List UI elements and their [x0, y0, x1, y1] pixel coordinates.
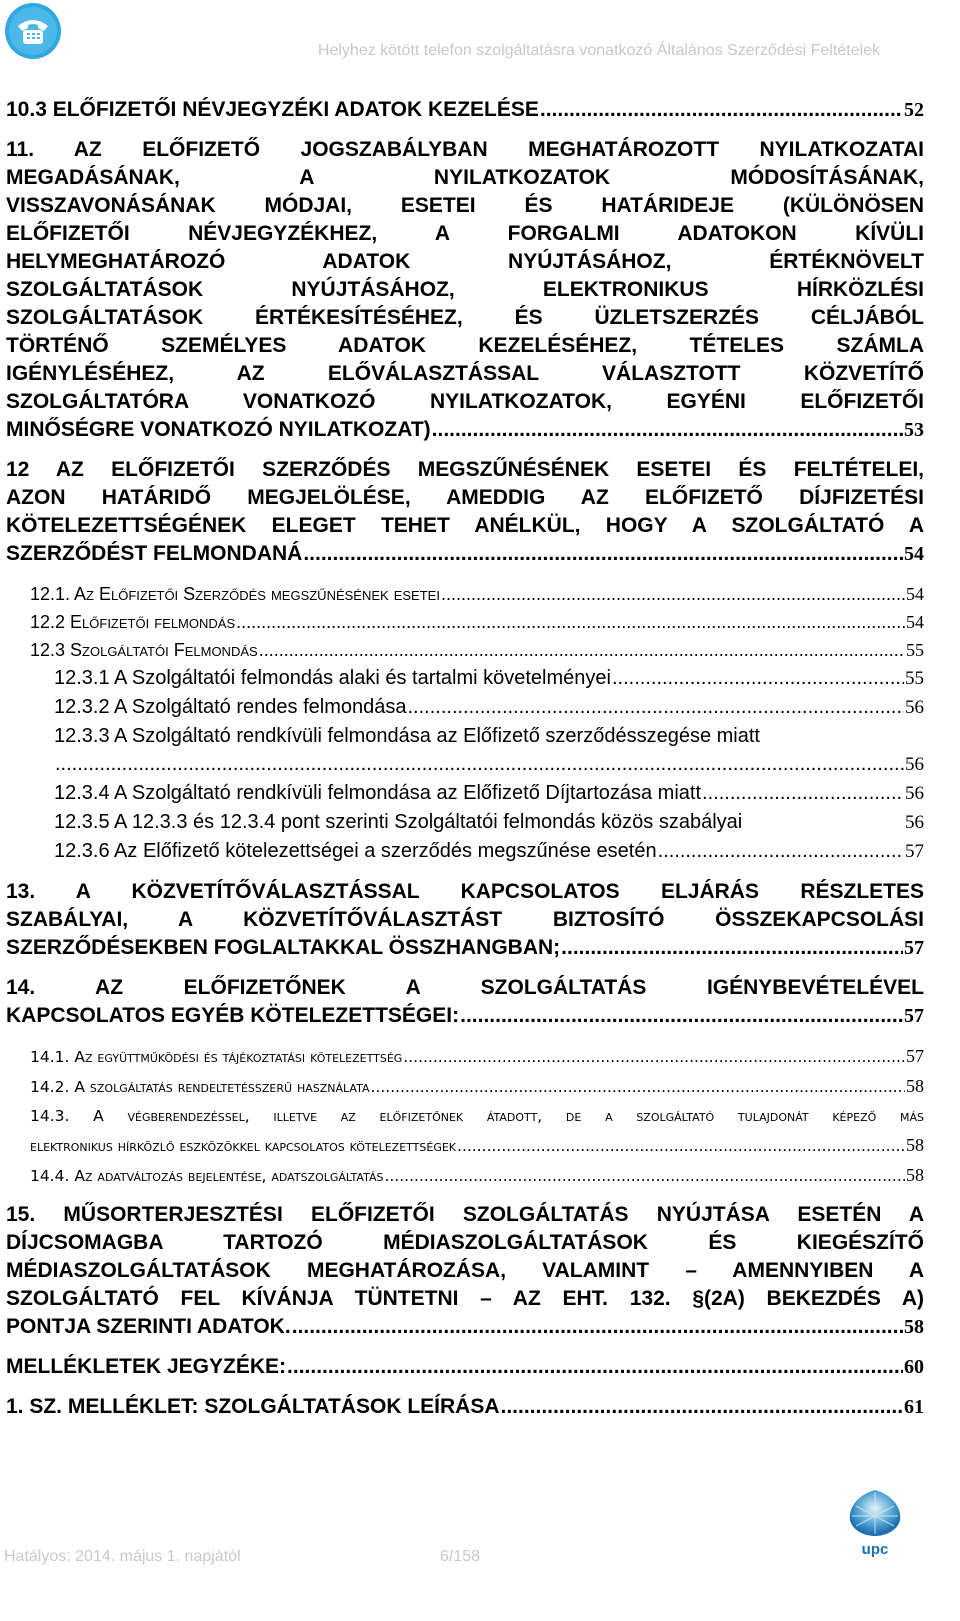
toc-entry-line: 11. AZ ELŐFIZETŐ JOGSZABÁLYBAN MEGHATÁROZOTT NYILATKOZATAI: [6, 138, 924, 161]
toc-page-number: 58: [906, 1165, 924, 1185]
toc-entry-title: 12.3.5 A 12.3.3 és 12.3.4 pont szerinti Szolgáltatói felmondás közös szabályai: [54, 811, 743, 833]
dot-leader: [460, 1002, 903, 1030]
dot-leader: [457, 1132, 905, 1161]
dot-leader: [540, 96, 903, 124]
toc-entry[interactable]: [6, 1353, 924, 1381]
toc-page-number: 57: [905, 841, 924, 862]
table-of-contents: [6, 96, 924, 1433]
toc-entry-title: 12.1. Az Előfizetői Szerződés megszűnésének esetei: [30, 584, 440, 604]
toc-page-number: 55: [905, 668, 924, 689]
toc-entry[interactable]: [6, 1161, 924, 1191]
toc-entry-title: 12.3.4 A Szolgáltató rendkívüli felmondása az Előfizető Díjtartozása miatt: [54, 782, 702, 804]
toc-entry-line: VISSZAVONÁSÁNAK MÓDJAI, ESETEI ÉS HATÁRIDEJE (KÜLÖNÖSEN: [6, 194, 924, 217]
toc-entry-line: MÉDIASZOLGÁLTATÁSOK MEGHATÁROZÁSA, VALAMINT – AMENNYIBEN A: [6, 1259, 924, 1282]
toc-page-number: 55: [906, 640, 924, 660]
toc-page-number: 54: [906, 584, 924, 604]
toc-entry[interactable]: [6, 837, 924, 866]
toc-entry[interactable]: [6, 974, 924, 1030]
toc-entry[interactable]: [6, 136, 924, 444]
toc-page-number: 58: [904, 1316, 924, 1338]
toc-entry[interactable]: [6, 779, 924, 808]
toc-entry-line: 15. MŰSORTERJESZTÉSI ELŐFIZETŐI SZOLGÁLTATÁS NYÚJTÁSA ESETÉN A: [6, 1203, 924, 1226]
toc-entry-line: SZOLGÁLTATÓ FEL KÍVÁNJA TÜNTETNI – AZ EHT. 132. §(2A) BEKEZDÉS A): [6, 1287, 924, 1310]
toc-entry-title: 12.3.2 A Szolgáltató rendes felmondása: [54, 696, 407, 718]
toc-entry-title: MINŐSÉGRE VONATKOZÓ NYILATKOZAT): [6, 418, 431, 441]
toc-entry-title: 12.3 Szolgáltatói Felmondás: [30, 640, 258, 660]
toc-entry-title: 14.1. Az együttműködési és tájékoztatási kötelezettség: [30, 1048, 403, 1066]
toc-entry[interactable]: [6, 808, 924, 837]
upc-logo-icon: [842, 1486, 908, 1558]
toc-entry-title: PONTJA SZERINTI ADATOK.: [6, 1315, 291, 1338]
toc-entry[interactable]: [6, 580, 924, 608]
toc-page-number: 61: [904, 1396, 924, 1418]
toc-entry[interactable]: [6, 608, 924, 636]
toc-entry[interactable]: [6, 664, 924, 693]
toc-entry-title: 12.3.1 A Szolgáltatói felmondás alaki és tartalmi követelményei: [54, 667, 611, 689]
toc-page-number: 54: [904, 543, 924, 565]
dot-leader: [236, 608, 905, 636]
toc-entry-title: 12.3.6 Az Előfizető kötelezettségei a szerződés megszűnése esetén: [54, 840, 657, 862]
toc-page-number: 60: [904, 1356, 924, 1378]
dot-leader: [259, 636, 905, 664]
toc-entry[interactable]: [6, 1072, 924, 1102]
toc-entry-title: 12.2 Előfizetői felmondás: [30, 612, 236, 632]
toc-entry[interactable]: [6, 636, 924, 664]
dot-leader: [303, 540, 903, 568]
toc-entry-line: 12 AZ ELŐFIZETŐI SZERZŐDÉS MEGSZŰNÉSÉNEK ESETEI ÉS FELTÉTELEI,: [6, 458, 924, 481]
toc-page-number: 57: [906, 1046, 924, 1066]
dot-leader: [658, 837, 904, 865]
page-number: 6/158: [440, 1548, 481, 1565]
toc-entry-line: HELYMEGHATÁROZÓ ADATOK NYÚJTÁSÁHOZ, ÉRTÉKNÖVELT: [6, 250, 924, 273]
dot-leader: [612, 664, 904, 692]
toc-entry[interactable]: [6, 722, 924, 779]
dot-leader: [403, 1043, 905, 1072]
toc-entry-title: KAPCSOLATOS EGYÉB KÖTELEZETTSÉGEI:: [6, 1004, 460, 1027]
toc-entry-title: elektronikus hírközlő eszközökkel kapcsolatos kötelezettségek: [30, 1137, 457, 1155]
toc-page-number: 58: [906, 1135, 924, 1155]
toc-entry-title: 14.4. Az adatváltozás bejelentése, adatszolgáltatás: [30, 1167, 384, 1185]
toc-entry-line: IGÉNYLÉSÉHEZ, AZ ELŐVÁLASZTÁSSAL VÁLASZTOTT KÖZVETÍTŐ: [6, 362, 924, 385]
toc-entry-line: SZOLGÁLTATÁSOK NYÚJTÁSÁHOZ, ELEKTRONIKUS HÍRKÖZLÉSI: [6, 278, 924, 301]
toc-page-number: 56: [905, 812, 924, 833]
phone-circle-icon: [4, 2, 62, 60]
toc-entry[interactable]: [6, 96, 924, 124]
toc-entry-title: SZERZŐDÉST FELMONDANÁ: [6, 542, 303, 565]
toc-entry[interactable]: [6, 1042, 924, 1072]
dot-leader: [441, 580, 905, 608]
toc-entry-title: 1. SZ. MELLÉKLET: SZOLGÁLTATÁSOK LEÍRÁSA: [6, 1395, 500, 1418]
toc-entry-line: AZON HATÁRIDŐ MEGJELÖLÉSE, AMEDDIG AZ ELŐFIZETŐ DÍJFIZETÉSI: [6, 486, 924, 509]
toc-entry-line: ELŐFIZETŐI NÉVJEGYZÉKHEZ, A FORGALMI ADATOKON KÍVÜLI: [6, 222, 924, 245]
dot-leader: [432, 416, 903, 444]
dot-leader: [370, 1073, 905, 1102]
dot-leader: [561, 934, 903, 962]
toc-entry-line: SZABÁLYAI, A KÖZVETÍTŐVÁLASZTÁST BIZTOSÍTÓ ÖSSZEKAPCSOLÁSI: [6, 908, 924, 931]
toc-entry-line: 14.3. A végberendezéssel, illetve az előfizetőnek átadott, de a szolgáltató tulajdonát képező más: [30, 1107, 924, 1125]
toc-entry-line: SZOLGÁLTATÓRA VONATKOZÓ NYILATKOZATOK, EGYÉNI ELŐFIZETŐI: [6, 390, 924, 413]
toc-page-number: 58: [906, 1076, 924, 1096]
toc-page-number: 57: [904, 937, 924, 959]
effective-date: Hatályos: 2014. május 1. napjától: [4, 1548, 241, 1565]
toc-page-number: 52: [904, 99, 924, 121]
dot-leader: [702, 779, 904, 807]
toc-entry-title: 10.3 ELŐFIZETŐI NÉVJEGYZÉKI ADATOK KEZELÉSE: [6, 98, 539, 121]
toc-entry[interactable]: [6, 456, 924, 568]
toc-entry[interactable]: [6, 1102, 924, 1161]
toc-entry-title: 14.2. A szolgáltatás rendeltetésszerű használata: [30, 1078, 370, 1096]
toc-entry-line: MEGADÁSÁNAK, A NYILATKOZATOK MÓDOSÍTÁSÁNAK,: [6, 166, 924, 189]
toc-entry-line: 13. A KÖZVETÍTŐVÁLASZTÁSSAL KAPCSOLATOS ELJÁRÁS RÉSZLETES: [6, 880, 924, 903]
toc-entry-line: KÖTELEZETTSÉGÉNEK ELEGET TEHET ANÉLKÜL, HOGY A SZOLGÁLTATÓ A: [6, 514, 924, 537]
dot-leader: [287, 1353, 903, 1381]
document-title: Helyhez kötött telefon szolgáltatásra vonatkozó Általános Szerződési Feltételek: [317, 42, 880, 59]
toc-page-number: 56: [905, 783, 924, 804]
toc-entry-line: 14. AZ ELŐFIZETŐNEK A SZOLGÁLTATÁS IGÉNYBEVÉTELÉVEL: [6, 976, 924, 999]
toc-page-number: 54: [906, 612, 924, 632]
toc-entry-line: SZOLGÁLTATÁSOK ÉRTÉKESÍTÉSÉHEZ, ÉS ÜZLETSZERZÉS CÉLJÁBÓL: [6, 306, 924, 329]
toc-page-number: 56: [905, 754, 924, 775]
toc-entry-line: TÖRTÉNŐ SZEMÉLYES ADATOK KEZELÉSÉHEZ, TÉTELES SZÁMLA: [6, 334, 924, 357]
toc-entry[interactable]: [6, 1201, 924, 1341]
dot-leader: [55, 750, 904, 778]
dot-leader: [501, 1393, 904, 1421]
svg-text:upc: upc: [861, 1541, 889, 1558]
toc-entry[interactable]: [6, 1393, 924, 1421]
toc-entry-title: SZERZŐDÉSEKBEN FOGLALTAKKAL ÖSSZHANGBAN;: [6, 936, 561, 959]
toc-entry[interactable]: [6, 693, 924, 722]
toc-entry-line: DÍJCSOMAGBA TARTOZÓ MÉDIASZOLGÁLTATÁSOK ÉS KIEGÉSZÍTŐ: [6, 1231, 924, 1254]
toc-page-number: 56: [905, 697, 924, 718]
dot-leader: [292, 1313, 903, 1341]
toc-entry-title: MELLÉKLETEK JEGYZÉKE:: [6, 1355, 287, 1378]
toc-entry[interactable]: [6, 878, 924, 962]
dot-leader: [384, 1162, 905, 1191]
dot-leader: [407, 693, 904, 721]
toc-entry-line: 12.3.3 A Szolgáltató rendkívüli felmondása az Előfizető szerződésszegése miatt: [54, 725, 760, 747]
toc-page-number: 57: [904, 1005, 924, 1027]
toc-page-number: 53: [904, 419, 924, 441]
